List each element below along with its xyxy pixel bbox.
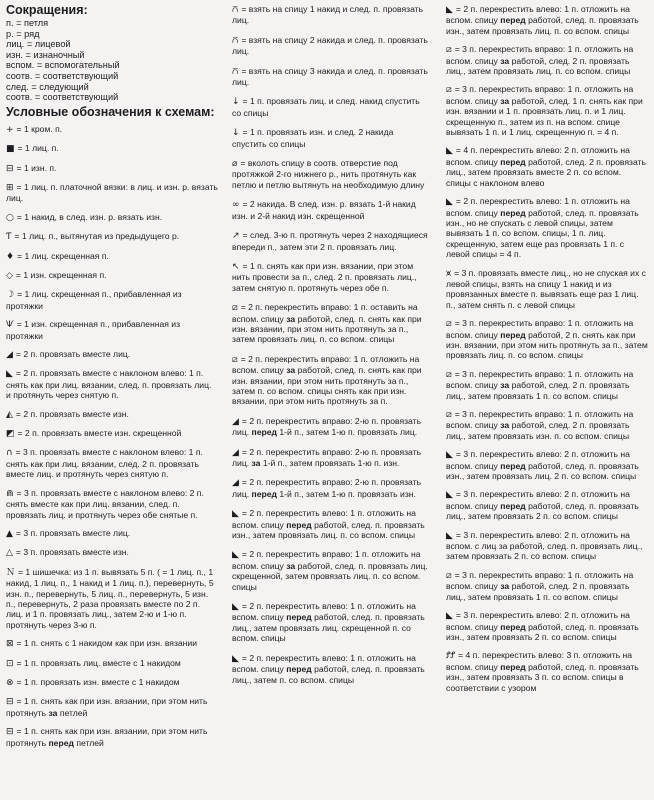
legend-text: = 2 п. перекрестить влево: 1 п. отложить на вспом. спицу <box>232 601 416 623</box>
legend-entry <box>446 449 648 481</box>
legend-entry <box>446 84 648 137</box>
legend-text-tail: работой, след. п. провязать лиц., затем провязать 2 п. со вспом. спицы <box>446 500 639 522</box>
legend-text: = 2 п. перекрестить вправо: 1 п. отложить на вспом. спицу <box>232 353 420 376</box>
legend-text: = 1 шишечка: из 1 п. вывязать 5 п. ( = 1 лиц. п., 1 накид, 1 лиц. п., 1 накид и 1 лиц. п.), перевернуть, 5 изн. п., перевернуть, 5 лиц. п., перевернуть, 5 изн. п., перевернуть, 2 раза провязать вместе по 2 п. лиц. и 1 п. провязать лиц., затем 2-ю и 1-ю п. протянуть через 3-ю п. <box>6 566 214 630</box>
chart-symbol-icon: ◣ <box>232 550 239 561</box>
legend-text: = 2 п. перекрестить вправо: 2-ю п. провязать лиц. <box>232 446 422 468</box>
chart-symbol-icon: ∩ <box>6 448 13 459</box>
chart-symbol-icon: ◣ <box>232 602 239 613</box>
legend-text: = 1 п. снять с 1 накидом как при изн. вязании <box>16 638 198 649</box>
chart-symbol-icon: ⧄ <box>446 570 452 581</box>
legend-text: = 3 п. перекрестить вправо: 1 п. отложить на вспом. спицу <box>446 44 634 66</box>
legend-entry <box>6 696 218 718</box>
legend-entry <box>232 127 430 149</box>
chart-symbol-icon: ⧄ <box>446 319 452 330</box>
legend-entry <box>6 567 218 630</box>
legend-text: = 3 п. перекрестить вправо: 1 п. отложить на вспом. спицу <box>446 318 634 340</box>
legend-text: = взять на спицу 3 накида и след. п. провязать лиц. <box>232 65 428 88</box>
chart-symbol-icon: ꝬꝬ <box>446 651 456 662</box>
legend-title: Условные обозначения к схемам: <box>6 104 215 119</box>
legend-text-tail: работой, след. 2 п. провязать лиц., затем провязать изн. п. со вспом. спицы <box>446 420 630 441</box>
legend-emphasis: перед <box>500 207 526 218</box>
legend-emphasis: перед <box>286 612 312 623</box>
chart-symbol-icon: Ѱ <box>6 320 14 331</box>
legend-text: = взять на спицу 1 накид и след. п. провязать лиц. <box>232 4 424 26</box>
legend-text-tail: работой, след. п. снять как при изн. вязании, при этом нить протянуть за п., затем провязать лиц. п. со вспом. спицы <box>232 313 422 345</box>
chart-symbol-icon: ↖ <box>232 261 240 272</box>
chart-symbol-icon: ■ <box>6 144 15 155</box>
legend-text: = 2 п. перекрестить вправо: 1 п. оставить на вспом. спицу <box>232 302 418 324</box>
chart-symbol-icon: ◣ <box>232 653 239 664</box>
legend-text: = след. 3-ю п. протянуть через 2 находящиеся впереди п., затем эти 2 п. провязать лиц. <box>232 230 428 252</box>
legend-emphasis: перед <box>500 329 526 340</box>
legend-entry <box>446 318 648 361</box>
legend-text: = 3 п. перекрестить влево: 2 п. отложить на вспом. спицу <box>446 610 630 632</box>
legend-text: = 3 п. провязать вместе с наклоном влево: 2 п. снять вместе как при лиц. вязании, след. п. провязать лиц. и протянуть через обе снятые п. <box>6 487 204 520</box>
legend-text: = 1 лиц. скрещенная п., прибавленная из протяжки <box>6 289 182 311</box>
legend-emphasis: перед <box>500 661 526 672</box>
legend-text-tail: работой, след. п. провязать изн., затем провязать 3 п. со вспом. спицы в соответствии с узором <box>446 661 639 693</box>
legend-entry <box>6 409 218 420</box>
legend-text-tail: работой, след. п. провязать изн., затем провязать лиц. п. со вспом. спицы <box>446 15 639 36</box>
legend-emphasis: перед <box>500 156 526 167</box>
legend-emphasis: перед <box>500 500 526 511</box>
legend-emphasis: за <box>500 581 510 592</box>
legend-entry <box>232 158 430 190</box>
legend-text: = 1 п. снять как при изн. вязании, при этом нить протянуть <box>6 696 208 718</box>
legend-entry <box>6 638 218 649</box>
legend-list-2 <box>232 4 430 685</box>
legend-entry <box>232 4 430 26</box>
legend-text: = 3 п. провязать вместе с наклоном влево: 1 п. снять как при лиц. вязании, след. 2 п. провязать вместе лиц. и протянуть через снятую п. <box>6 447 203 480</box>
legend-text: = 2 п. перекрестить влево: 1 п. отложить на вспом. спицу <box>446 4 630 26</box>
abbreviation-item: изн. = изнаночный <box>6 49 85 60</box>
legend-text: = 1 п. провязать лиц. вместе с 1 накидом <box>16 657 181 668</box>
legend-text: = 1 лиц. п. <box>17 143 59 154</box>
legend-entry <box>232 416 430 438</box>
legend-text-tail: работой, след. 1 п. снять как при изн. вязании и 1 п. провязать лиц. п. и 1 лиц. скрещенную п., затем из п. на вспом. спице вывязать 1 п. и 1 лиц. скрещенную п. = 4 п. <box>446 95 643 138</box>
chart-symbol-icon: ☽ <box>6 290 15 301</box>
legend-emphasis: перед <box>286 664 312 675</box>
legend-entry <box>6 349 218 360</box>
chart-symbol-icon: ◣ <box>232 509 239 520</box>
legend-entry <box>6 658 218 669</box>
legend-text: = 1 лиц. п. платочной вязки: в лиц. и изн. р. вязать лиц. <box>6 181 218 204</box>
abbreviation-item: соотв. = соответствующий <box>6 92 119 103</box>
legend-emphasis: за <box>500 380 510 391</box>
column-2 <box>232 4 430 694</box>
legend-text: = 2 п. перекрестить влево: 1 п. отложить на вспом. спицу <box>232 508 416 530</box>
legend-emphasis: перед <box>286 519 312 530</box>
legend-emphasis: перед <box>48 737 74 748</box>
legend-entry <box>6 251 218 262</box>
legend-entry <box>6 143 218 154</box>
chart-symbol-icon: ◩ <box>6 429 15 440</box>
legend-emphasis: за <box>286 365 296 376</box>
chart-symbol-icon: ⊡ <box>6 658 14 669</box>
legend-emphasis: перед <box>251 488 277 499</box>
column-1 <box>6 4 218 756</box>
legend-emphasis: перед <box>251 427 277 438</box>
legend-entry <box>446 489 648 521</box>
legend-text-tail: работой, след. п. провязать изн., затем провязать лиц. 2 п. со вспом. спицы <box>446 460 639 482</box>
legend-text: = 1 изн. п. <box>16 162 57 173</box>
legend-text: = 1 изн. скрещенная п. <box>15 270 107 280</box>
legend-text: = 1 кром. п. <box>16 123 63 134</box>
chart-symbol-icon: ⊠ <box>6 639 14 650</box>
legend-entry <box>6 428 218 439</box>
legend-text-tail: работой, след. п. провязать лиц. скрещенной, затем провязать лиц. п. со вспом. спицы <box>232 560 428 592</box>
chart-symbol-icon: ⧄ <box>446 85 452 96</box>
chart-symbol-icon: ⧄ <box>232 303 238 314</box>
chart-symbol-icon: ∞ <box>232 200 240 211</box>
legend-entry <box>232 447 430 469</box>
legend-text-tail: петлей <box>59 707 88 718</box>
legend-text-tail: работой, след. п. провязать лиц., затем п. со вспом. спицы <box>232 664 425 685</box>
legend-text: = 2 п. перекрестить вправо: 2-ю п. провязать лиц. <box>232 477 422 499</box>
legend-entry <box>6 124 218 135</box>
legend-emphasis: за <box>500 95 510 106</box>
legend-entry <box>232 477 430 499</box>
legend-entry <box>6 488 218 520</box>
legend-text: = вколоть спицу в соотв. отверстие под протяжкой 2-го нижнего р., нить протянуть как петлю и петлю вытянуть на необходимую длину <box>232 158 425 190</box>
chart-symbol-icon: ⧄ <box>446 45 452 56</box>
legend-entry <box>446 610 648 642</box>
legend-entry <box>446 196 648 259</box>
chart-symbol-icon: ⩙ <box>446 268 452 279</box>
legend-text: = 1 п. снять как при изн. вязании, при этом нить провести за п., след. 2 п. провязать лиц., затем снятую п. протянуть через обе п. <box>232 260 417 293</box>
legend-text: = 2 п. провязать вместе изн. скрещенной <box>17 428 182 439</box>
legend-emphasis: за <box>48 707 58 718</box>
chart-symbol-icon: ⩃ <box>232 35 239 46</box>
legend-text: = 4 п. перекрестить влево: 2 п. отложить на вспом. спицу <box>446 145 630 167</box>
legend-text: = 2 п. перекрестить вправо: 1 п. отложить на вспом. спицу <box>232 549 421 571</box>
chart-symbol-icon: ↓ <box>232 97 240 108</box>
legend-text: = 2 накида. В след. изн. р. вязать 1-й накид изн. и 2-й накид изн. скрещенной <box>232 199 416 221</box>
legend-entry <box>232 230 430 252</box>
chart-symbol-icon: ◣ <box>446 490 453 501</box>
legend-text: = 1 лиц. скрещенная п. <box>17 250 109 261</box>
legend-text: = 3 п. провязать вместе лиц., но не спуская их с левой спицы, взять на спицу 1 накид и из провязанных вместе п. вывязать еще раз 1 лиц. п., затем снять п. с левой спицы <box>446 267 646 310</box>
legend-entry <box>6 528 218 539</box>
legend-entry <box>6 212 218 223</box>
chart-symbol-icon: ◢ <box>232 416 239 427</box>
legend-entry <box>446 369 648 401</box>
legend-entry <box>6 368 218 400</box>
chart-symbol-icon: ◣ <box>6 369 13 380</box>
legend-entry <box>6 289 218 311</box>
legend-entry <box>232 96 430 118</box>
legend-text: = 1 п. провязать изн. вместе с 1 накидом <box>16 676 180 687</box>
chart-symbol-icon: ↗ <box>232 231 240 242</box>
legend-entry <box>232 354 430 407</box>
legend-text: = 3 п. перекрестить вправо: 1 п. отложить на вспом. спицу <box>446 569 634 592</box>
legend-text: = 1 п. провязать лиц. и след. накид спустить со спицы <box>232 96 420 118</box>
legend-text-tail: петлей <box>76 737 104 748</box>
chart-symbol-icon: ◣ <box>446 611 453 622</box>
legend-emphasis: за <box>286 313 296 324</box>
legend-text: = 4 п. перекрестить влево: 3 п. отложить на вспом. спицу <box>446 650 633 672</box>
chart-symbol-icon: ⊟ <box>6 727 14 738</box>
legend-text: = 2 п. перекрестить влево: 1 п. отложить на вспом. спицу <box>232 652 416 675</box>
legend-entry <box>232 199 430 221</box>
legend-emphasis: за <box>500 55 510 66</box>
chart-symbol-icon: ◇ <box>6 271 13 281</box>
chart-symbol-icon: ⌀ <box>232 159 238 170</box>
chart-symbol-icon: ⧄ <box>446 369 452 380</box>
chart-symbol-icon: ◣ <box>446 530 453 541</box>
column-3 <box>446 4 648 701</box>
chart-symbol-icon: △ <box>6 548 13 559</box>
legend-list-3 <box>446 4 648 693</box>
legend-entry <box>232 261 430 293</box>
chart-symbol-icon: ⩃ <box>232 5 239 15</box>
legend-entry <box>446 4 648 36</box>
legend-text-tail: работой, след. 2 п. провязать лиц., затем провязать вместе 2 п. со вспом. спицы с наклоном влево <box>446 156 646 188</box>
legend-text: = 1 лиц. п., вытянутая из предыдущего р. <box>14 231 180 242</box>
legend-entry <box>446 570 648 602</box>
chart-symbol-icon: ↓ <box>232 128 240 139</box>
legend-entry <box>6 726 218 748</box>
legend-text: = взять на спицу 2 накида и след. п. провязать лиц. <box>232 34 428 57</box>
legend-text: = 3 п. перекрестить вправо: 1 п. отложить на вспом. спицу <box>446 368 634 391</box>
abbreviation-item: соотв. = соответствующий <box>6 70 119 81</box>
legend-text: = 2 п. перекрестить вправо: 2-ю п. провязать лиц. <box>232 415 422 438</box>
legend-text: = 1 п. провязать изн. и след. 2 накида спустить со спицы <box>232 127 394 149</box>
chart-symbol-icon: ○ <box>6 212 14 223</box>
legend-entry <box>232 302 430 345</box>
legend-entry <box>232 549 430 592</box>
legend-text: = 3 п. провязать вместе изн. <box>15 547 129 558</box>
legend-text-tail: работой, след. 2 п. провязать лиц., затем провязать лиц. п. со вспом. спицы <box>446 55 631 77</box>
legend-entry <box>232 653 430 685</box>
legend-entry <box>232 66 430 88</box>
legend-entry <box>232 35 430 57</box>
legend-entry <box>446 530 648 562</box>
legend-text: = 1 накид, в след. изн. р. вязать изн. <box>16 211 163 222</box>
legend-text: = 3 п. перекрестить влево: 2 п. отложить на вспом. с лиц за работой, след. п. провязать лиц., затем провязать 2 п. со вспом. спицы <box>446 529 643 562</box>
legend-text: = 3 п. перекрестить влево: 2 п. отложить на вспом. спицу <box>446 449 630 471</box>
legend-list-1 <box>6 124 218 748</box>
legend-entry <box>232 601 430 644</box>
legend-emphasis: за <box>500 420 510 431</box>
legend-text-tail: работой, след. 2 п. провязать лиц., затем провязать 1 п. со вспом. спицы <box>446 380 630 401</box>
chart-symbol-icon: ◢ <box>232 447 239 458</box>
legend-entry <box>446 268 648 311</box>
legend-entry <box>6 163 218 174</box>
legend-entry <box>446 44 648 76</box>
chart-symbol-icon: ◣ <box>446 146 453 157</box>
legend-text: = 2 п. провязать вместе с наклоном влево: 1 п. снять как при лиц. вязании, след. п. провязать лиц. и протянуть через снятую п. <box>6 368 212 401</box>
chart-symbol-icon: ◣ <box>446 5 453 15</box>
chart-symbol-icon: ⧄ <box>232 354 238 365</box>
legend-entry <box>6 547 218 558</box>
legend-text: = 3 п. перекрестить влево: 2 п. отложить на вспом. спицу <box>446 489 630 511</box>
legend-text-tail: работой, след. п. снять как при изн. вязании, при этом нить протянуть за п., затем п. со вспом. спицы снять как при изн. вязании, при этом нить протянуть за п. <box>232 365 422 407</box>
chart-symbol-icon: Ƭ <box>6 232 12 243</box>
chart-symbol-icon: ◭ <box>6 409 13 420</box>
abbreviation-item: лиц. = лицевой <box>6 39 71 50</box>
legend-emphasis: перед <box>500 460 526 471</box>
abbreviations-title: Сокращения: <box>6 3 88 17</box>
legend-text: = 1 изн. скрещенная п., прибавленная из протяжки <box>6 319 181 341</box>
legend-text: = 1 п. снять как при изн. вязании, при этом нить протянуть <box>6 726 208 748</box>
legend-text-tail: работой, след. п. провязать лиц., затем провязать лиц. скрещенной п. со вспом. спицы <box>232 612 425 644</box>
legend-text: = 2 п. перекрестить влево: 1 п. отложить на вспом. спицу <box>446 196 630 218</box>
legend-entry <box>6 447 218 479</box>
legend-text: = 3 п. перекрестить вправо: 1 п. отложить на вспом. спицу <box>446 409 634 431</box>
legend-entry <box>446 409 648 441</box>
legend-text-tail: работой, 2 п. снять как при изн. вязании, при этом нить протянуть за п., затем провязать лиц. п. со вспом. спицы <box>446 329 648 361</box>
legend-text-tail: 1-й п., затем 1-ю п. провязать изн. <box>279 488 416 499</box>
legend-entry <box>6 182 218 204</box>
legend-emphasis: за <box>286 560 296 571</box>
legend-entry <box>232 508 430 540</box>
chart-symbol-icon: ◣ <box>446 197 453 208</box>
legend-text: = 2 п. провязать вместе лиц. <box>15 349 131 360</box>
abbreviation-item: вспом. = вспомогательный <box>6 60 120 71</box>
legend-emphasis: за <box>251 458 261 468</box>
legend-emphasis: перед <box>500 15 526 26</box>
chart-symbol-icon: ◢ <box>6 350 13 361</box>
chart-symbol-icon: ⊟ <box>6 163 14 174</box>
legend-text-tail: работой, след. п. провязать изн., но не спускать с левой спицы, затем вывязать 1 п. со вспом. спицы, 1 п. лиц. скрещенную, затем еще раз провязать 1 п. с левой спицы = 4 п. <box>446 207 639 260</box>
abbreviation-item: р. = ряд <box>6 28 40 39</box>
legend-entry <box>6 319 218 341</box>
abbreviations-list <box>6 18 218 103</box>
chart-symbol-icon: ⊟ <box>6 697 14 708</box>
chart-symbol-icon: ⩃ <box>232 66 239 77</box>
legend-text-tail: работой, след. п. провязать изн., затем провязать 2 п. со вспом. спицы <box>446 621 639 642</box>
chart-symbol-icon: ▲ <box>6 528 13 539</box>
chart-symbol-icon: ⊞ <box>6 182 14 193</box>
chart-symbol-icon: ⋒ <box>6 488 14 499</box>
legend-entry <box>6 231 218 242</box>
chart-symbol-icon: ⧄ <box>446 410 452 420</box>
chart-symbol-icon: ◣ <box>446 450 453 461</box>
legend-emphasis: перед <box>500 621 526 632</box>
legend-text: = 3 п. провязать вместе лиц. <box>15 527 131 538</box>
legend-entry <box>6 270 218 281</box>
legend-entry <box>6 677 218 688</box>
chart-symbol-icon: ⊗ <box>6 677 14 688</box>
legend-text-tail: 1-й п., затем 1-ю п. провязать лиц. <box>279 427 418 438</box>
legend-text-tail: 1-й п., затем провязать 1-ю п. изн. <box>262 458 400 468</box>
chart-symbol-icon: + <box>6 124 14 135</box>
chart-symbol-icon: ♦ <box>6 251 15 262</box>
legend-text-tail: работой, след. п. провязать изн., затем провязать лиц. п. со вспом. спицы <box>232 519 425 541</box>
chart-symbol-icon: Ｎ <box>6 567 16 578</box>
abbreviation-item: след. = следующий <box>6 81 89 92</box>
legend-text: = 3 п. перекрестить вправо: 1 п. отложить на вспом. спицу <box>446 84 634 106</box>
legend-entry <box>446 650 648 693</box>
legend-text: = 2 п. провязать вместе изн. <box>15 408 129 419</box>
abbreviation-item: п. = петля <box>6 18 49 28</box>
legend-text-tail: работой, след. 2 п. провязать лиц., затем провязать 1 п. со вспом. спицы <box>446 581 630 602</box>
chart-symbol-icon: ◢ <box>232 478 239 489</box>
legend-entry <box>446 145 648 188</box>
